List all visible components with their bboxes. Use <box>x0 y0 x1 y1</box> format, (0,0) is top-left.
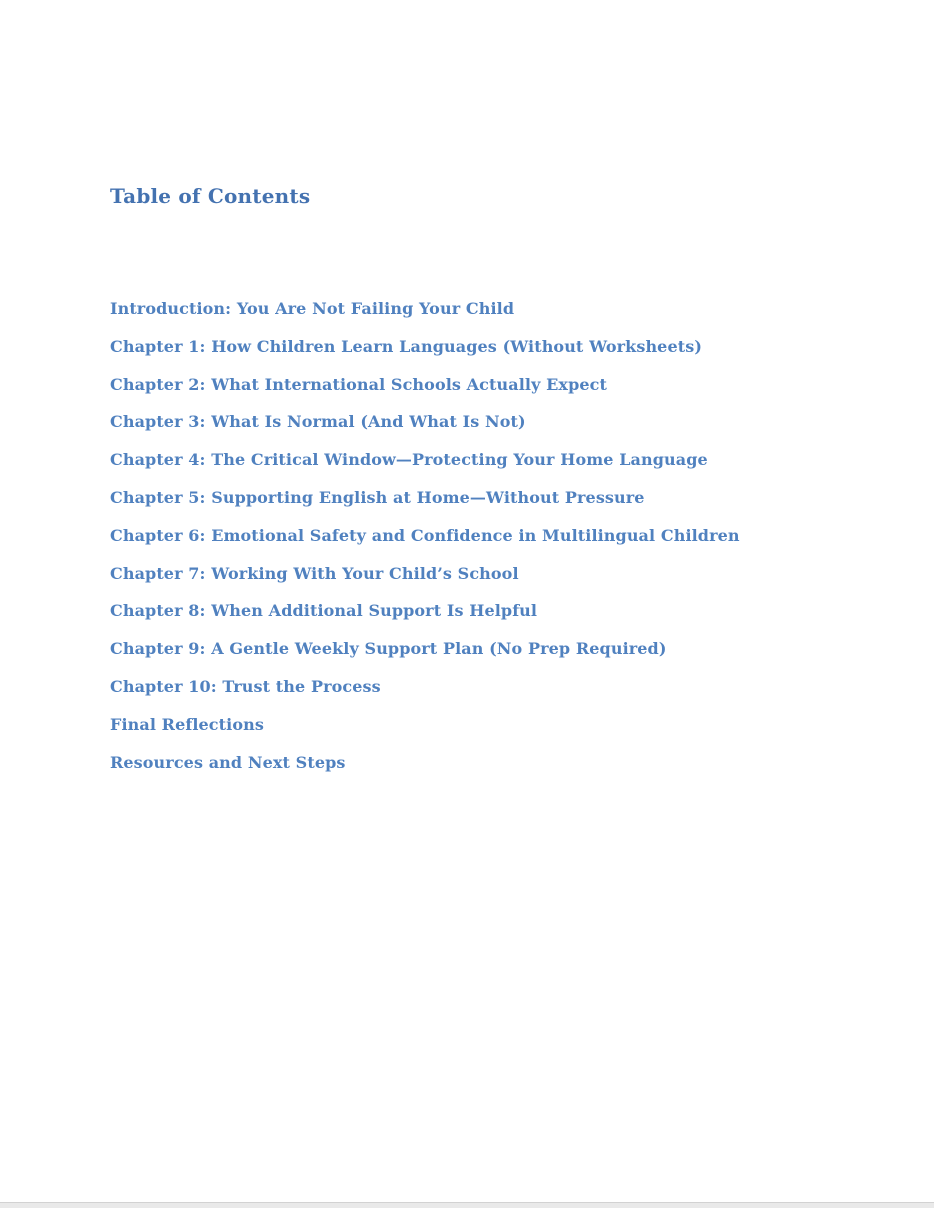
toc-list <box>110 295 740 786</box>
toc-entry-link[interactable]: Chapter 9: A Gentle Weekly Support Plan (No Prep Required) <box>110 639 667 659</box>
toc-entry-link[interactable]: Chapter 5: Supporting English at Home—Without Pressure <box>110 487 645 507</box>
page-bottom-edge <box>0 1202 934 1208</box>
toc-entry-link[interactable]: Introduction: You Are Not Failing Your Child <box>110 299 515 318</box>
toc-title: Table of Contents <box>110 184 311 208</box>
toc-entry-link[interactable]: Chapter 3: What Is Normal (And What Is Not) <box>110 412 526 432</box>
toc-entry-link[interactable]: Chapter 7: Working With Your Child’s School <box>110 563 519 583</box>
toc-entry-link[interactable]: Chapter 10: Trust the Process <box>110 676 381 696</box>
toc-entry-link[interactable]: Chapter 2: What International Schools Actually Expect <box>110 374 607 394</box>
toc-entry-link[interactable]: Chapter 6: Emotional Safety and Confidence in Multilingual Children <box>110 525 740 545</box>
toc-entry-link[interactable]: Chapter 4: The Critical Window—Protecting Your Home Language <box>110 450 708 470</box>
toc-entry-link[interactable]: Final Reflections <box>110 714 264 734</box>
toc-entry-link[interactable]: Chapter 8: When Additional Support Is Helpful <box>110 601 538 621</box>
toc-entry-link[interactable]: Chapter 1: How Children Learn Languages (Without Worksheets) <box>110 336 703 356</box>
toc-entry-link[interactable]: Resources and Next Steps <box>110 752 346 772</box>
